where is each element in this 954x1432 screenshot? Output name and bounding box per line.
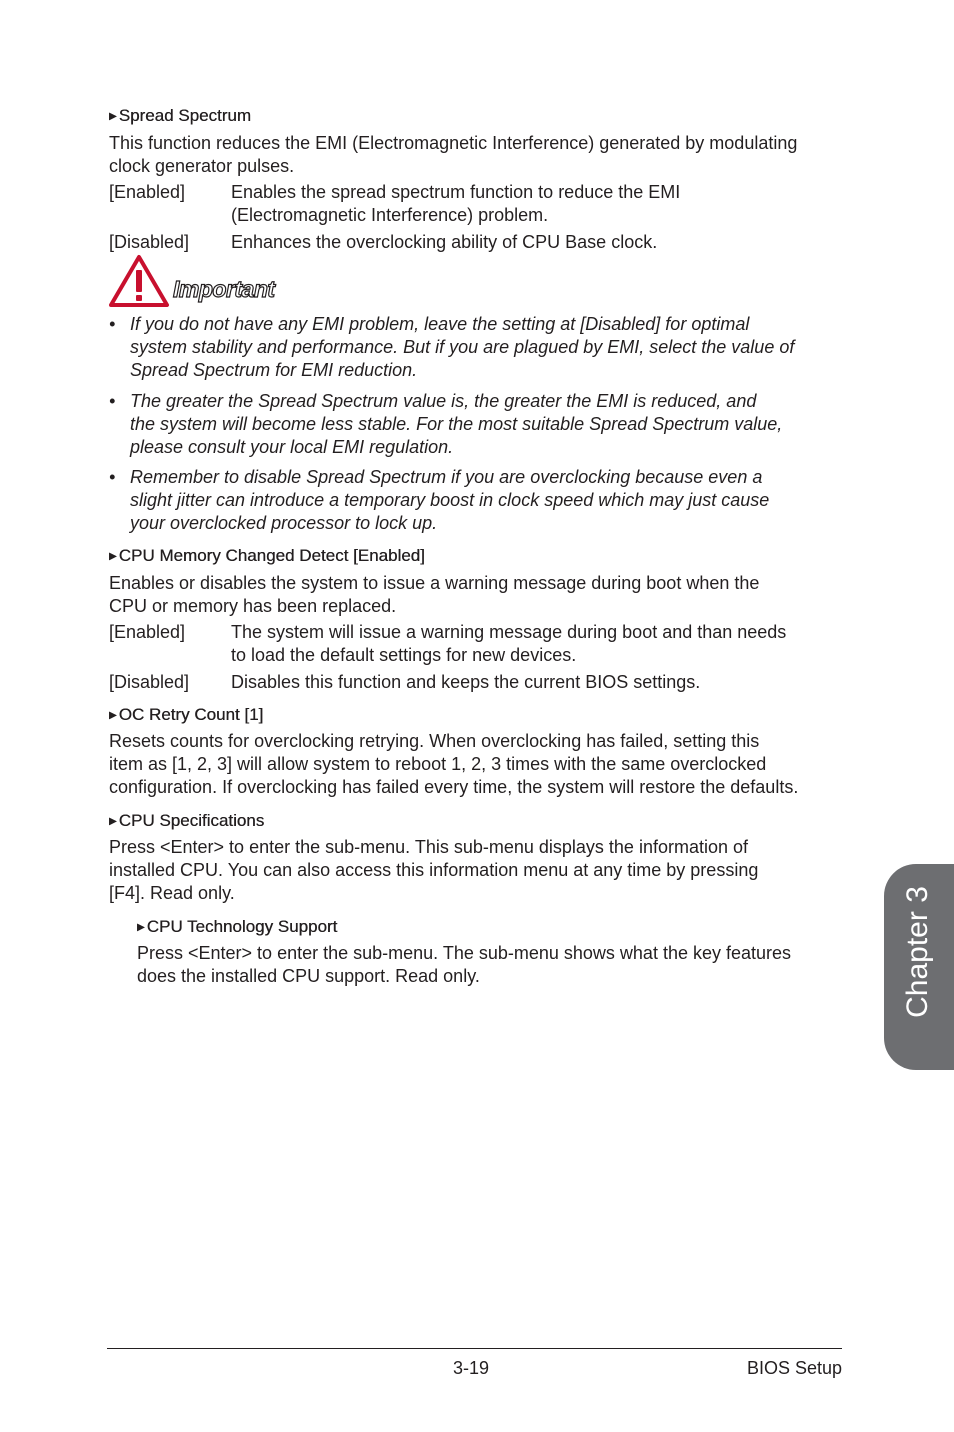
page-number: 3-19 [453,1358,490,1378]
warning-triangle-icon [108,254,170,308]
option-desc-disabled: Enhances the overclocking ability of CPU Base clock. [231,232,658,252]
important-title: Important [173,276,275,302]
section-heading-cpu-technology: ▶ CPU Technology Support [137,917,338,936]
section-heading-oc-retry: ▶ OC Retry Count [1] [109,705,264,724]
section-heading-cpu-specifications: ▶ CPU Specifications [109,811,265,830]
oc-retry-description: Resets counts for overclocking retrying. When overclocking has failed, setting this item as [1, 2, 3] will allow system to reboot 1, 2, 3 times with the same overclocked configuration. If overclocking has failed every time, the system will restore the defaults. [109,731,799,797]
cpu-specifications-description: Press <Enter> to enter the sub-menu. This sub-menu displays the information of installed CPU. You can also access this information menu at any time by pressing [F4]. Read only. [109,837,759,903]
arrow-right-icon: ▶ [109,551,117,562]
arrow-right-icon: ▶ [137,922,145,933]
option-desc-enabled: Enables the spread spectrum function to reduce the EMI (Electromagnetic Interference) problem. [231,182,681,225]
option-desc-disabled: Disables this function and keeps the current BIOS settings. [231,672,701,692]
spread-spectrum-description: This function reduces the EMI (Electromagnetic Interference) generated by modulating clock generator pulses. [109,133,798,176]
chapter-tab-label: Chapter 3 [901,886,934,1018]
cpu-technology-description: Press <Enter> to enter the sub-menu. The sub-menu shows what the key features does the installed CPU support. Read only. [137,943,792,986]
arrow-right-icon: ▶ [109,710,117,721]
footer-divider [107,1348,842,1349]
option-key-enabled: [Enabled] [109,182,186,202]
option-key-disabled: [Disabled] [109,672,190,692]
option-key-disabled: [Disabled] [109,232,190,252]
bullet-dot: • [109,467,116,487]
option-desc-enabled: The system will issue a warning message during boot and than needs to load the default settings for new devices. [231,622,787,665]
bullet-dot: • [109,314,116,334]
important-bullet-1: If you do not have any EMI problem, leave the setting at [Disabled] for optimal system stability and performance. But if you are plagued by EMI, select the value of Spread Spectrum for EMI reduction. [130,314,795,380]
bullet-dot: • [109,391,116,411]
important-bullet-3: Remember to disable Spread Spectrum if you are overclocking because even a slight jitter can introduce a temporary boost in clock speed which may just cause your overclocked processor to lock up. [130,467,770,533]
cpu-memory-description: Enables or disables the system to issue a warning message during boot when the CPU or memory has been replaced. [109,573,760,616]
important-bullet-2: The greater the Spread Spectrum value is, the greater the EMI is reduced, and the system will become less stable. For the most suitable Spread Spectrum value, please consult your local EMI regulation. [130,391,783,457]
footer-title: BIOS Setup [746,1358,842,1378]
arrow-right-icon: ▶ [109,111,117,122]
option-key-enabled: [Enabled] [109,622,186,642]
section-heading-cpu-memory: ▶ CPU Memory Changed Detect [Enabled] [109,546,425,565]
section-heading-spread-spectrum: ▶ Spread Spectrum [109,106,251,125]
arrow-right-icon: ▶ [109,816,117,827]
